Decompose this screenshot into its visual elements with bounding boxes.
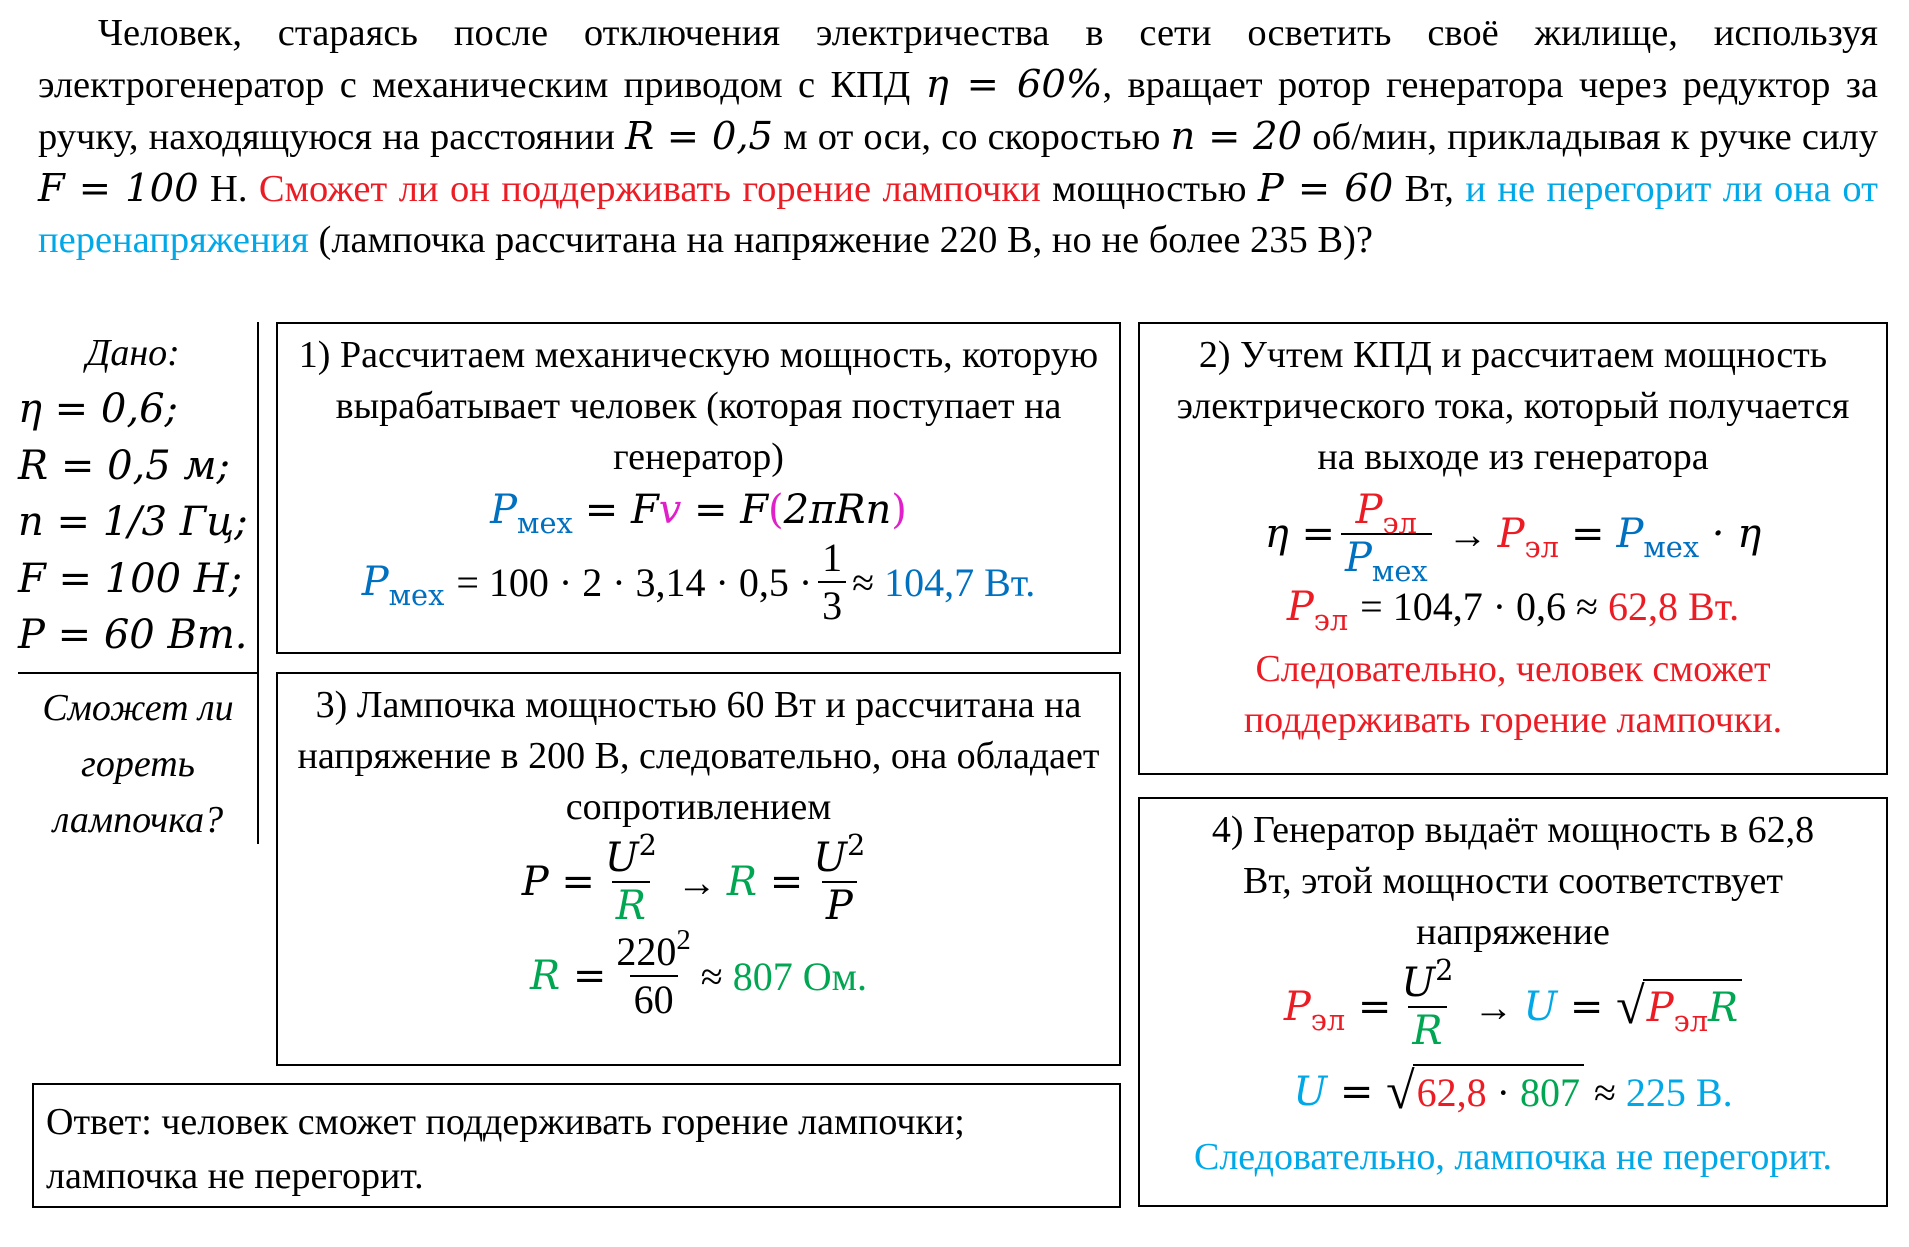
step3-text: 3) Лампочка мощностью 60 Вт и рассчитана на напряжение в 200 В, следовательно, она обладает сопротивлением	[297, 684, 1100, 828]
step2-box	[1138, 322, 1888, 775]
answer-box	[32, 1083, 1121, 1208]
given-row: n = 1/3 Гц;	[18, 499, 248, 545]
given-divider-horizontal	[18, 672, 258, 674]
step1-calc-num: 1	[822, 535, 843, 580]
answer-text: Ответ: человек сможет поддерживать горение лампочки; лампочка не перегорит.	[46, 1101, 965, 1197]
step1-text: 1) Рассчитаем механическую мощность, которую вырабатывает человек (которая поступает на генератор)	[298, 334, 1099, 478]
find-line: лампочка?	[52, 799, 224, 841]
problem-text: Человек, стараясь после отключения электричества в сети осветить своё жилище, используя электрогенератор с механическим приводом с КПД	[38, 12, 1878, 106]
step3-formula: P = $\frac{U^2}{R}$ → R = $\frac{U^2}{P}$	[521, 828, 866, 929]
power-expression: P = 60	[1257, 166, 1394, 211]
problem-text: (лампочка рассчитана на напряжение 220 В, но не более 235 В)?	[308, 219, 1374, 261]
problem-text: мощностью	[1040, 168, 1258, 210]
problem-text: об/мин, прикладывая к ручке силу	[1302, 116, 1879, 158]
step3-calc-den: 60	[630, 975, 678, 1023]
step3-box	[276, 672, 1121, 1066]
step1-calculation: $P_{мех}$ = 100 · 2 · 3,14 · 0,5 · $\frac{1}{3}$ ≈ 104,7 Вт.	[361, 535, 1036, 628]
eta-expression: η = 60%	[925, 62, 1103, 107]
given-row: η = 0,6;	[18, 386, 178, 432]
given-title: Дано:	[86, 332, 180, 374]
step2-calculation: $P_{эл}$ = 104,7 · 0,6 ≈ 62,8 Вт.	[1286, 583, 1740, 637]
problem-text: , вращает ротор генератора через редуктор за ручку, находящуюся на расстоянии	[38, 64, 1878, 158]
step1-calc-left: = 100 · 2 · 3,14 · 0,5 ·	[456, 559, 813, 605]
step3-calculation: R = $\frac{220^2}{60}$ ≈ 807 Ом.	[530, 924, 867, 1022]
find-line: Сможет ли	[42, 687, 234, 729]
step4-formula: $P_{эл}$ = $\frac{U^2}{R}$ → U = √ $P_{эл}R$	[1154, 960, 1872, 1054]
given-row: P = 60 Вт.	[18, 612, 248, 658]
step1-result: 104,7 Вт.	[884, 559, 1036, 605]
find-section	[18, 680, 258, 848]
problem-text: Вт,	[1393, 168, 1466, 210]
step2-conclusion: Следовательно, человек сможет поддерживать горение лампочки.	[1243, 648, 1783, 741]
given-section	[18, 325, 258, 664]
force-expression: F = 100	[38, 166, 199, 211]
step2-formula: η = $\frac{P_{эл}}{P_{мех}}$ → $P_{эл}$ = $P_{мех}$ · η	[1264, 487, 1762, 589]
radius-expression: R = 0,5	[625, 114, 774, 159]
step1-calc-den: 3	[818, 581, 846, 629]
problem-text: м от оси, со скоростью	[773, 116, 1171, 158]
problem-statement	[38, 8, 1878, 266]
given-row: F = 100 Н;	[18, 555, 243, 602]
speed-expression: n = 20	[1170, 114, 1303, 159]
step4-rad-a: 62,8	[1416, 1070, 1487, 1115]
given-row: R = 0,5 м;	[18, 442, 231, 489]
step4-calculation: U = √ 62,8 · 807 ≈ 225 В.	[1293, 1063, 1733, 1120]
step2-calc-mid: = 104,7 · 0,6 ≈	[1360, 584, 1599, 629]
step2-result: 62,8 Вт.	[1608, 584, 1740, 629]
step1-formula: $P_{мех}$ = Fv = F(2πRn)	[490, 487, 907, 541]
problem-text: Н.	[198, 168, 259, 210]
find-line: гореть	[81, 743, 195, 785]
step4-box	[1138, 797, 1888, 1207]
step4-result: 225 В.	[1625, 1069, 1733, 1115]
step3-result: 807 Ом.	[732, 953, 867, 999]
question-overvoltage: и не перегорит ли она от перенапряжения	[38, 168, 1878, 261]
step4-text: 4) Генератор выдаёт мощность в 62,8 Вт, этой мощности соответствует напряжение	[1211, 809, 1815, 953]
step4-rad-b: 807	[1519, 1070, 1580, 1115]
question-burn: Сможет ли он поддерживать горение лампочки	[258, 168, 1041, 210]
step1-box	[276, 322, 1121, 654]
step2-text: 2) Учтем КПД и рассчитаем мощность электрического тока, который получается на выходе из генератора	[1176, 334, 1850, 478]
step4-conclusion: Следовательно, лампочка не перегорит.	[1193, 1136, 1833, 1178]
step3-calc-num: 220	[616, 929, 677, 974]
